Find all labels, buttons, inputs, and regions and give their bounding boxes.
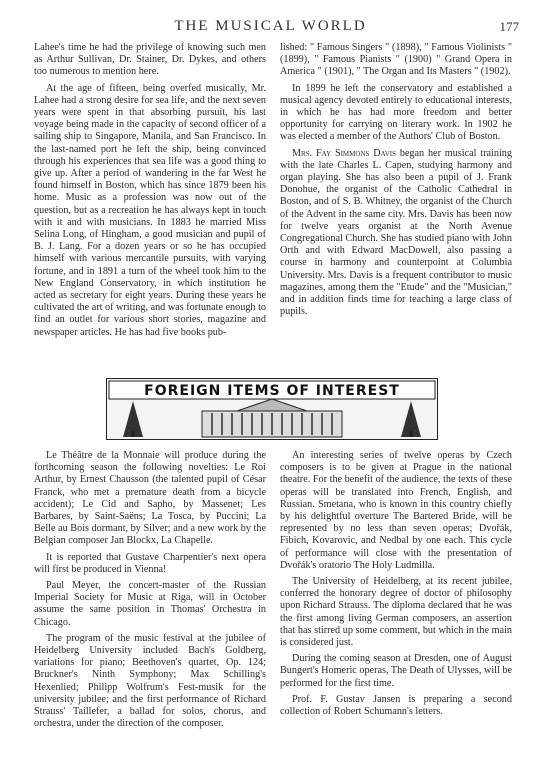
section-banner [106,378,438,440]
paragraph: An interesting series of twelve operas by Czech composers is to be given at Prague in the national theatre. For the benefit of the audience, the texts of these operas will be translated into French, English, and Russian. Smetana, who is known in this country chiefly by his delightful overture The Bartered Bride, will be represented by no less than seven operas; Dvořák, Fibich, Kovarovic, and Nedbal by one each. This cycle of performance will close with the presentation of Dvořák's oratorio The Holy Ludmilla. [280,450,512,571]
paragraph: During the coming season at Dresden, one of August Bungert's Homeric operas, The Death of Ulysses, will be performed for the first time. [280,653,512,689]
paragraph: Lahee's time he had the privilege of knowing such men as Arthur Sullivan, Dr. Stainer, Dr. Dykes, and others too numerous to mention here. [34,42,266,78]
banner-title: FOREIGN ITEMS OF INTEREST [144,383,400,399]
person-name: Mrs. Fay Simmons Davis [292,147,396,159]
paragraph: The program of the music festival at the jubilee of Heidelberg University included Bach's Goldberg, variations for piano; Beethoven's quartet, Op. 124; Bruckner's Ninth Symphony; Max Schilling's Hexenlied; Philipp Wolfrum's Fest-musik for the university jubilee; and the first performance of Richard Strauss' Taillefer, a ballad for solos, chorus, and orchestra, under the direction of the composer. [34,632,266,730]
column-top-left [34,42,266,343]
running-head: THE MUSICAL WORLD [174,18,367,34]
paragraph: The University of Heidelberg, at its recent jubilee, conferred the honorary degree of doctor of philosophy upon Richard Strauss. The diploma declared that he was the first among living German composers, an assertion that has stirred up some comment, but which in the main is considered just. [280,576,512,649]
paragraph [280,148,512,319]
paragraph: In 1899 he left the conservatory and established a musical agency devoted entirely to educational interests, in which he has had more freedom and better opportunity for carrying on literary work. In 1902 he was elected a member of the Authors' Club of Boston. [280,82,512,143]
paragraph-text: began her musical training with the late Charles L. Capen, studying harmony and organ playing. She has also been a pupil of J. Frank Donohue, the organist of the Catholic Cathedral in Boston, and of S. B. Whitney, the organist of the Church of the Advent in the same city. Mrs. Davis has been now for twelve years organist at the North Avenue Congregational Church. She has studied piano with John Orth and with Edward MacDowell, also passing a course in harmony and counterpoint at Columbia University. Mrs. Davis is a frequent contributor to music magazines, among them the "Etude" and the "Musician," and in addition finds time for teaching a large class of pupils. [280,147,512,318]
paragraph: Le Théâtre de la Monnaie will produce during the forthcoming season the following novelties: Le Roi Arthur, by Ernest Chausson (the talented pupil of César Franck, who met a premature death from a bicycle accident); Le Cid and Sapho, by Massenet; Les Barbares, by Saint-Saëns; La Tosca, by Puccini; La Belle au Bois dormant, by Silver; and a new work by the Belgian composer Jan Blockx, La Chapelle. [34,450,266,547]
paragraph: At the age of fifteen, being overfed musically, Mr. Lahee had a strong desire for sea life, and the next seven years were spent in that absorbing pursuit, his last voyage being made in the capacity of second officer of a sailing ship to Singapore, Manila, and San Francisco. In the last-named port he left the ship, being convinced through his experiences that sea life was a good thing to give up. After a period of wandering in the far West he found himself in Boston, which has since 1879 been his home. Music as a profession was now out of the question, but as a recreation he has always kept in touch with it and with musicians. In 1883 he married Miss Selina Long, of Hingham, a good musician and pupil of B. J. Lang. For a dozen years or so he has occupied himself with various mercantile pursuits, with varying fortune, and in 1891 a turn of the wheel took him to the New England Conservatory, in which institution he acted as secretary for eight years. During these years he cultivated the art of writing, and was fortunate enough to find an outlet for various short stories, magazine and newspaper articles. He has had five books pub- [34,82,266,338]
paragraph: lished: " Famous Singers " (1898), " Famous Violinists " (1899), " Famous Pianists " (1900) " Grand Opera in America " (1901), " The Organ and Its Masters " (1902). [280,42,512,78]
paragraph: It is reported that Gustave Charpentier's next opera will first be produced in Vienna! [34,551,266,575]
column-bottom-right [280,450,512,722]
column-top-right [280,42,512,322]
column-bottom-left [34,450,266,734]
page-number: 177 [499,19,519,34]
page-header [0,16,541,36]
paragraph: Prof. F. Gustav Jansen is preparing a second collection of Robert Schumann's letters. [280,693,512,718]
theatre-building-icon [202,393,342,437]
paragraph: Paul Meyer, the concert-master of the Russian Imperial Society for Music at Riga, will in October assume the same position in Thomas' Orchestra in Chicago. [34,580,266,628]
